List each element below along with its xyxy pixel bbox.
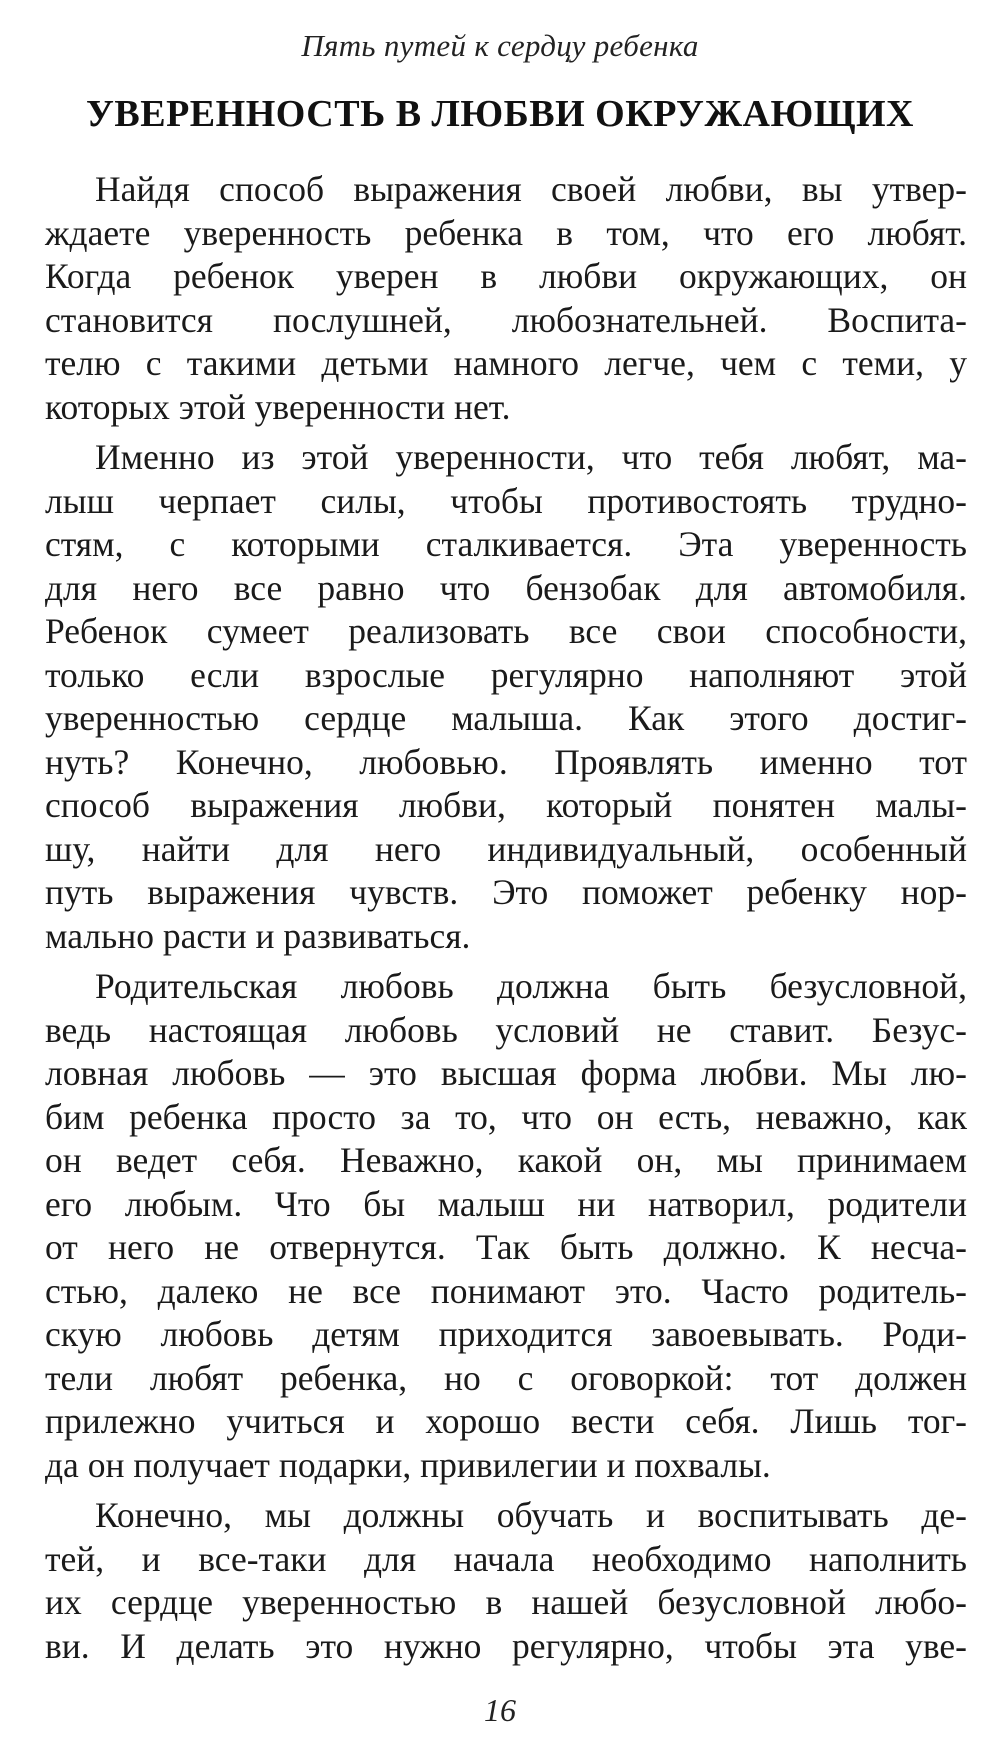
text-line: от него не отвернутся. Так быть должно. К несча- xyxy=(45,1227,967,1267)
text-line: лыш черпает силы, чтобы противостоять трудно- xyxy=(45,480,967,521)
body-text xyxy=(45,168,967,1668)
text-line: Конечно, мы должны обучать и воспитывать де- xyxy=(95,1495,967,1535)
text-line: Когда ребенок уверен в любви окружающих, он xyxy=(45,256,967,296)
text-line: мально расти и развиваться. xyxy=(45,915,471,956)
paragraph-gap xyxy=(45,958,967,965)
text-line: телю с такими детьми намного легче, чем с теми, у xyxy=(45,343,967,383)
text-line: прилежно учиться и хорошо вести себя. Лишь тог- xyxy=(45,1401,967,1441)
paragraph-gap xyxy=(45,429,967,436)
page-number: 16 xyxy=(484,1692,516,1728)
text-line: способ выражения любви, который понятен малы- xyxy=(45,785,967,825)
text-line: для него все равно что бензобак для автомобиля. xyxy=(45,567,967,608)
text-line: путь выражения чувств. Это поможет ребенку нор- xyxy=(45,872,967,912)
text-line: становится послушней, любознательней. Воспита- xyxy=(45,299,967,340)
text-line: скую любовь детям приходится завоевывать. Роди- xyxy=(45,1314,967,1354)
text-line: Найдя способ выражения своей любви, вы утвер- xyxy=(95,169,967,209)
text-line: которых этой уверенности нет. xyxy=(45,386,511,427)
text-line: ждаете уверенность ребенка в том, что его любят. xyxy=(45,212,967,253)
text-line: тей, и все-таки для начала необходимо наполнить xyxy=(45,1538,967,1579)
text-line: да он получает подарки, привилегии и похвалы. xyxy=(45,1444,771,1485)
text-line: его любым. Что бы малыш ни натворил, родители xyxy=(45,1183,967,1224)
text-line: тели любят ребенка, но с оговоркой: тот должен xyxy=(45,1357,967,1398)
text-line: бим ребенка просто за то, что он есть, неважно, как xyxy=(45,1096,967,1137)
text-line: Ребенок сумеет реализовать все свои способности, xyxy=(45,611,967,651)
text-line: стью, далеко не все понимают это. Часто родитель- xyxy=(45,1270,967,1311)
text-line: нуть? Конечно, любовью. Проявлять именно тот xyxy=(45,741,967,782)
text-line: Именно из этой уверенности, что тебя любят, ма- xyxy=(95,437,967,477)
text-line: ви. И делать это нужно регулярно, чтобы эта уве- xyxy=(45,1625,967,1666)
paragraph-gap xyxy=(45,1487,967,1494)
section-title: УВЕРЕННОСТЬ В ЛЮБВИ ОКРУЖАЮЩИХ xyxy=(86,93,914,135)
text-line: шу, найти для него индивидуальный, особенный xyxy=(45,828,967,869)
text-line: ведь настоящая любовь условий не ставит. Безус- xyxy=(45,1009,967,1050)
text-line: он ведет себя. Неважно, какой он, мы принимаем xyxy=(45,1140,967,1180)
text-line: только если взрослые регулярно наполняют этой xyxy=(45,654,967,695)
running-head: Пять путей к сердцу ребенка xyxy=(301,28,699,63)
text-line: их сердце уверенностью в нашей безусловной любо- xyxy=(45,1582,967,1622)
text-line: ловная любовь — это высшая форма любви. Мы лю- xyxy=(45,1053,967,1093)
text-line: уверенностью сердце малыша. Как этого достиг- xyxy=(45,698,967,738)
text-line: Родительская любовь должна быть безусловной, xyxy=(95,966,967,1006)
text-line: стям, с которыми сталкивается. Эта уверенность xyxy=(45,524,967,564)
